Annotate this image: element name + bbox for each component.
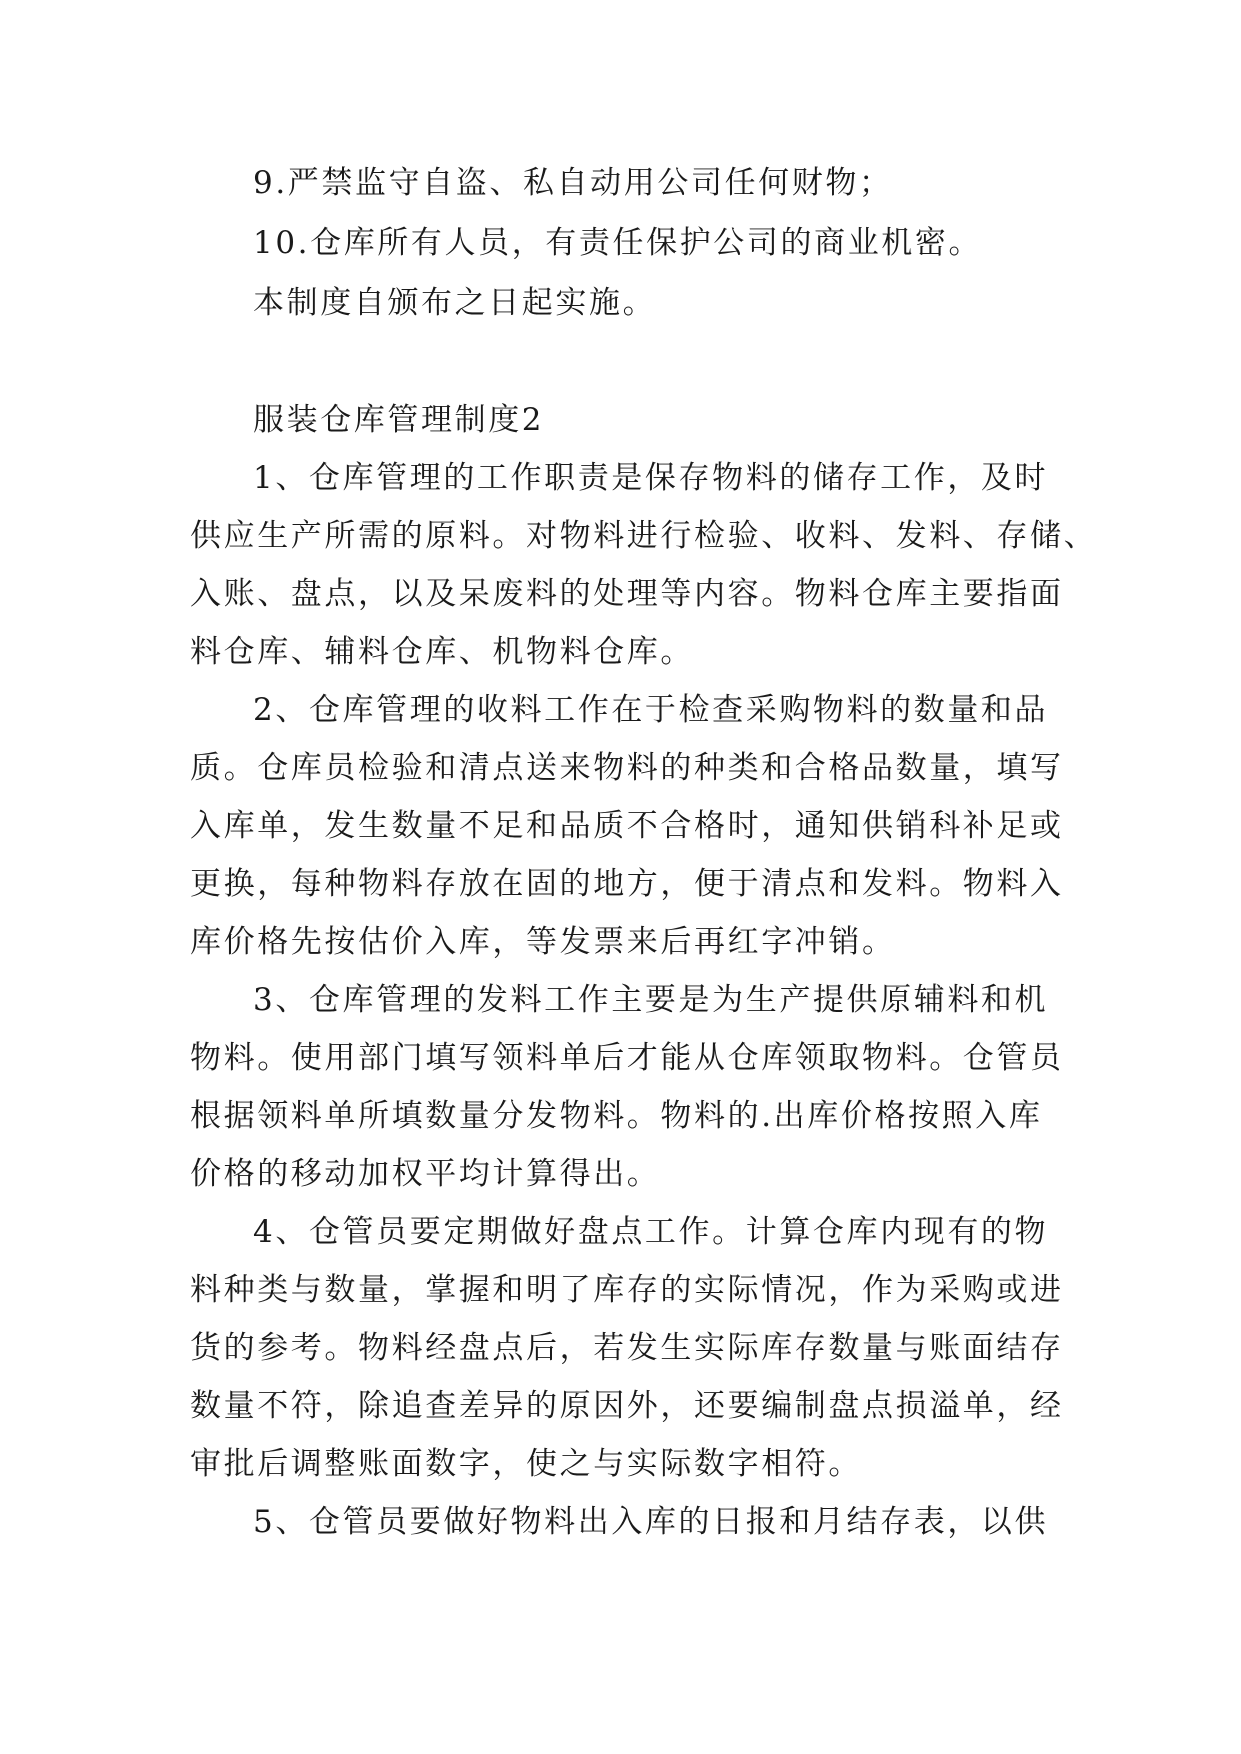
paragraph-3-line: 3、仓库管理的发料工作主要是为生产提供原辅料和机 <box>253 982 1049 1018</box>
paragraph-4-line: 审批后调整账面数字，使之与实际数字相符。 <box>190 1446 862 1482</box>
paragraph-1-line: 1、仓库管理的工作职责是保存物料的储存工作，及时 <box>253 460 1049 496</box>
paragraph-1-line: 料仓库、辅料仓库、机物料仓库。 <box>190 634 694 670</box>
paragraph-3-line: 根据领料单所填数量分发物料。物料的.出库价格按照入库 <box>190 1098 1043 1134</box>
intro-item-10: 10.仓库所有人员，有责任保护公司的商业机密。 <box>253 225 983 261</box>
effective-statement: 本制度自颁布之日起实施。 <box>253 285 657 321</box>
paragraph-3-line: 物料。使用部门填写领料单后才能从仓库领取物料。仓管员 <box>190 1040 1064 1076</box>
paragraph-3-line: 价格的移动加权平均计算得出。 <box>190 1156 661 1192</box>
paragraph-5-line: 5、仓管员要做好物料出入库的日报和月结存表，以供 <box>253 1504 1049 1540</box>
paragraph-2-line: 库价格先按估价入库，等发票来后再红字冲销。 <box>190 924 896 960</box>
paragraph-2-line: 质。仓库员检验和清点送来物料的种类和合格品数量，填写 <box>190 750 1064 786</box>
paragraph-4-line: 4、仓管员要定期做好盘点工作。计算仓库内现有的物 <box>253 1214 1049 1250</box>
paragraph-4-line: 货的参考。物料经盘点后，若发生实际库存数量与账面结存 <box>190 1330 1064 1366</box>
paragraph-1-line: 入账、盘点，以及呆废料的处理等内容。物料仓库主要指面 <box>190 576 1064 612</box>
paragraph-2-line: 2、仓库管理的收料工作在于检查采购物料的数量和品 <box>253 692 1049 728</box>
paragraph-4-line: 数量不符，除追查差异的原因外，还要编制盘点损溢单，经 <box>190 1388 1064 1424</box>
section-title: 服装仓库管理制度2 <box>253 402 545 438</box>
paragraph-1-line: 供应生产所需的原料。对物料进行检验、收料、发料、存储、 <box>190 518 1098 554</box>
intro-item-9: 9.严禁监守自盗、私自动用公司任何财物； <box>253 165 893 201</box>
paragraph-2-line: 更换，每种物料存放在固的地方，便于清点和发料。物料入 <box>190 866 1064 902</box>
paragraph-4-line: 料种类与数量，掌握和明了库存的实际情况，作为采购或进 <box>190 1272 1064 1308</box>
paragraph-2-line: 入库单，发生数量不足和品质不合格时，通知供销科补足或 <box>190 808 1064 844</box>
